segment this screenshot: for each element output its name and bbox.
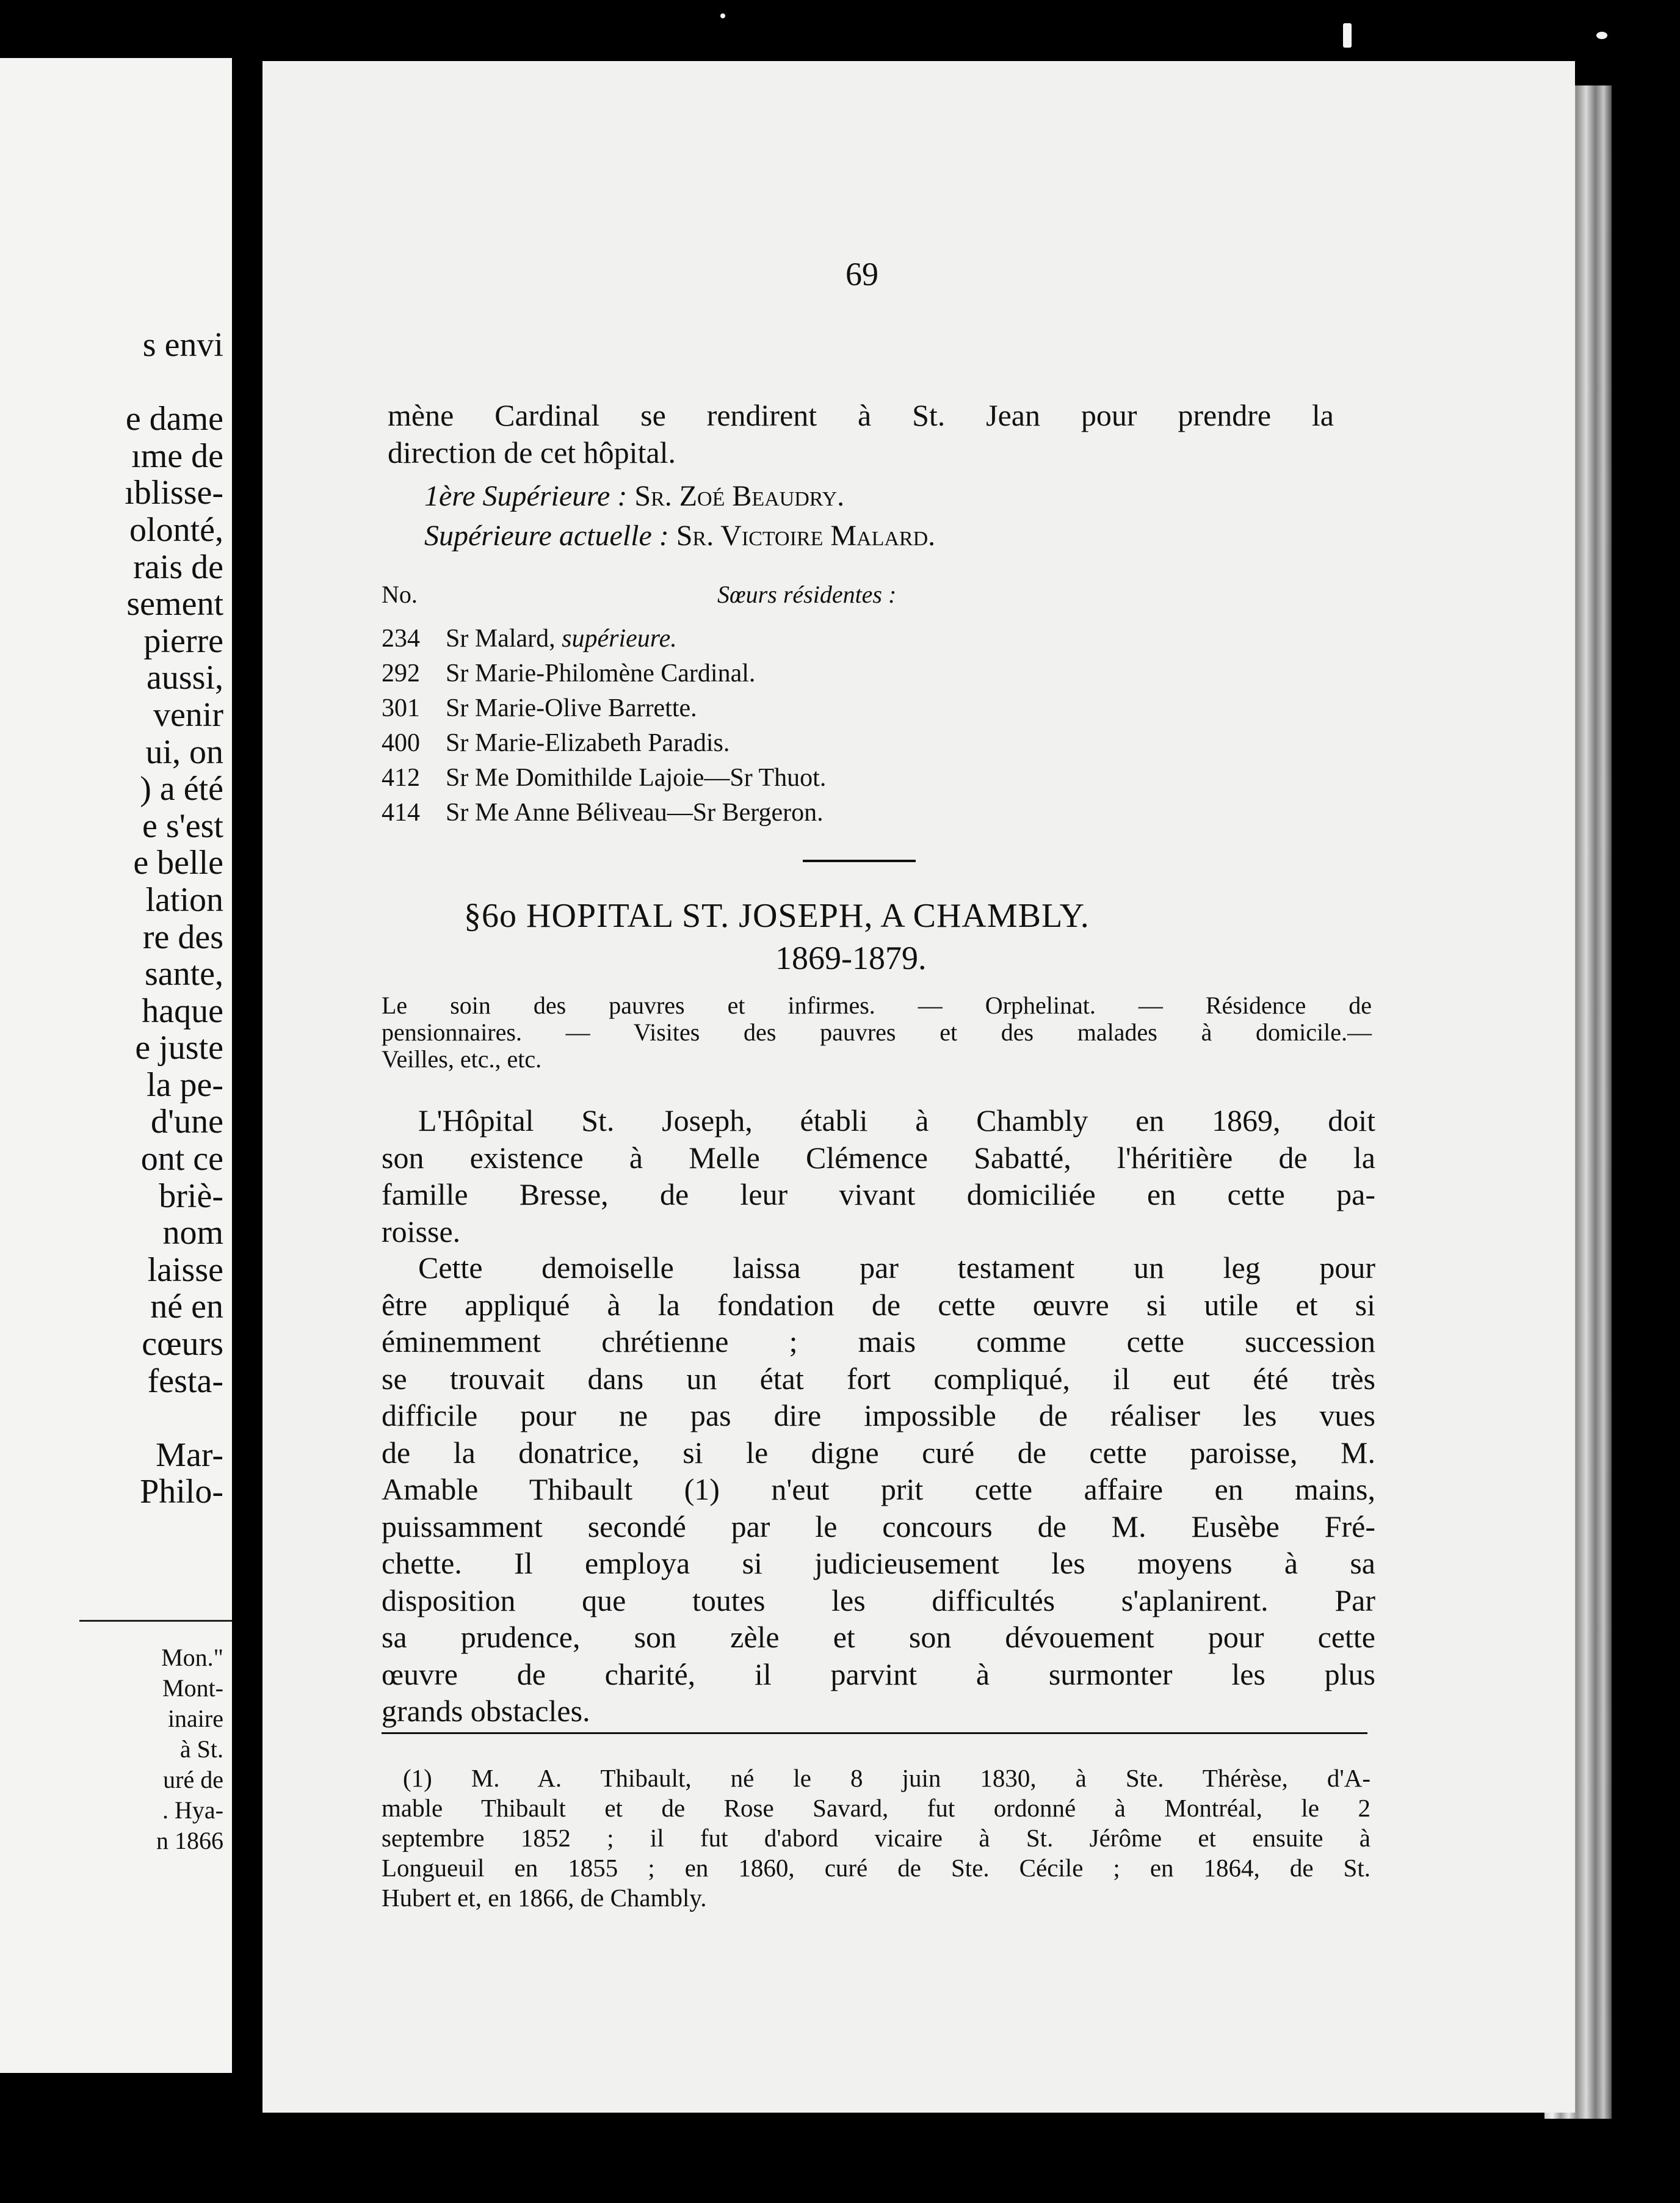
text-line: e dame [125,400,223,438]
list-item [382,622,826,656]
first-superior-name: Sr. Zoé Beaudry. [634,480,845,512]
footnote-line: mable Thibault et de Rose Savard, fut ordonné à Montréal, le 2 [382,1794,1370,1822]
intro-paragraph [388,397,1334,471]
first-superior [424,479,844,513]
section-summary [382,992,1372,1073]
text-line: de la donatrice, si le digne curé de cette paroisse, M. [382,1435,1375,1470]
text-line: ui, on [145,733,223,771]
text-line: pierre [143,622,223,660]
text-line: Le soin des pauvres et infirmes. — Orphelinat. — Résidence de [382,992,1372,1019]
resident-name: Sr Marie-Olive Barrette. [446,694,697,722]
page-number: 69 [845,256,878,292]
current-superior-label: Supérieure actuelle : [424,520,669,552]
book-page [262,61,1575,2113]
scan-speck [1596,32,1607,39]
resident-name: Sr Marie-Philomène Cardinal. [446,659,756,688]
text-line: lation [145,880,223,919]
footnote-line: à St. [179,1735,223,1763]
text-line: e s'est [142,807,223,845]
text-line: difficile pour ne pas dire impossible de réaliser les vues [382,1398,1375,1432]
footnote-line: n 1866 [156,1827,223,1854]
footnote-line: inaire [167,1705,223,1732]
text-line: e juste [135,1029,223,1067]
resident-role: supérieure. [562,625,677,653]
text-line: ıme de [131,437,223,475]
section-divider [803,860,916,862]
paragraph [382,1102,1375,1250]
footnote-line: septembre 1852 ; il fut d'abord vicaire à St. Jérôme et ensuite à [382,1824,1370,1852]
footnote-line: Longueuil en 1855 ; en 1860, curé de Ste. Cécile ; en 1864, de St. [382,1854,1370,1882]
text-line: disposition que toutes les difficultés s'aplanirent. Par [382,1583,1375,1617]
text-line: olonté, [129,510,223,549]
residents-header: Sœurs résidentes : [717,581,897,608]
previous-page-footnote [4,1642,223,1856]
list-item [382,691,826,726]
footnote-line: (1) M. A. Thibault, né le 8 juin 1830, à Ste. Thérèse, d'A- [403,1764,1370,1792]
resident-number: 292 [382,659,420,688]
text-line: ont ce [140,1140,223,1178]
text-line: direction de cet hôpital. [388,435,676,470]
footnote-divider [79,1620,232,1622]
residents-number-header: No. [382,581,418,608]
text-line: re des [142,918,223,956]
text-line: Cette demoiselle laissa par testament un leg pour [418,1250,1375,1285]
text-line: la pe- [147,1065,223,1104]
text-line: laisse [147,1250,223,1289]
text-line: se trouvait dans un état fort compliqué, il eut été très [382,1361,1375,1396]
text-line: Amable Thibault (1) n'eut prit cette affaire en mains, [382,1472,1375,1506]
text-line: Veilles, etc., etc. [382,1045,542,1073]
footnote-line: Mon." [161,1644,223,1671]
resident-number: 412 [382,764,420,792]
footnote-line: Mont- [162,1674,223,1702]
text-line: nom [162,1214,223,1252]
text-line: Philo- [140,1473,223,1511]
resident-number: 301 [382,694,420,722]
resident-name: Sr Malard, [446,625,556,653]
text-line: être appliqué à la fondation de cette œuvre si utile et si [382,1287,1375,1322]
resident-number: 414 [382,799,420,827]
section-title: §6o HOPITAL ST. JOSEPH, A CHAMBLY. [464,897,1090,935]
current-superior [424,519,935,553]
resident-name: Sr Marie-Elizabeth Paradis. [446,729,730,757]
footnote [382,1763,1370,1913]
list-item [382,796,826,830]
scan-speck [720,13,725,18]
text-line: grands obstacles. [382,1694,590,1728]
footnote-divider [382,1732,1367,1734]
text-line: rais de [133,548,223,586]
text-line: haque [142,992,223,1030]
resident-name: Sr Me Domithilde Lajoie—Sr Thuot. [446,764,827,792]
previous-page-fragment [0,58,232,2073]
text-line: briè- [159,1177,223,1215]
text-line: né en [150,1288,223,1326]
text-line: sement [126,585,223,623]
list-item [382,761,826,796]
current-superior-name: Sr. Victoire Malard. [676,520,936,552]
list-item [382,656,826,691]
text-line: mène Cardinal se rendirent à St. Jean pour prendre la [388,398,1334,432]
text-line: festa- [147,1362,223,1400]
resident-number: 400 [382,729,420,757]
text-line: Mar- [156,1435,223,1474]
list-item [382,726,826,761]
text-line: e belle [133,844,223,882]
text-line: œuvre de charité, il parvint à surmonter les plus [382,1657,1375,1691]
text-line: son existence à Melle Clémence Sabatté, l'héritière de la [382,1140,1375,1175]
section-dates: 1869-1879. [775,940,927,976]
text-line: famille Bresse, de leur vivant domiciliée en cette pa- [382,1177,1375,1211]
residents-list [382,622,826,830]
text-line: sa prudence, son zèle et son dévouement pour cette [382,1620,1375,1654]
text-line: roisse. [382,1214,461,1249]
paragraph [382,1249,1375,1730]
first-superior-label: 1ère Supérieure : [424,480,628,512]
text-line: ıblisse- [125,474,223,512]
footnote-line: Hubert et, en 1866, de Chambly. [382,1884,707,1912]
text-line [4,364,223,401]
previous-page-text [4,327,223,1511]
text-line: cœurs [142,1325,223,1363]
text-line: d'une [151,1103,223,1141]
text-line: sante, [144,955,223,993]
resident-number: 234 [382,625,420,653]
text-line: venir [153,695,223,734]
text-line: puissamment secondé par le concours de M. Eusèbe Fré- [382,1509,1375,1544]
text-line [4,1399,223,1437]
footnote-line: uré de [163,1766,223,1793]
text-line: s envi [142,326,223,364]
text-line: L'Hôpital St. Joseph, établi à Chambly en 1869, doit [418,1103,1375,1138]
resident-name: Sr Me Anne Béliveau—Sr Bergeron. [446,799,824,827]
text-line: éminemment chrétienne ; mais comme cette succession [382,1324,1375,1359]
text-line: aussi, [147,659,223,697]
text-line: chette. Il employa si judicieusement les moyens à sa [382,1546,1375,1580]
text-line: pensionnaires. — Visites des pauvres et des malades à domicile.— [382,1018,1372,1046]
footnote-line: . Hya- [162,1796,223,1824]
scan-speck [1343,23,1352,48]
text-line: ) a été [140,770,223,808]
